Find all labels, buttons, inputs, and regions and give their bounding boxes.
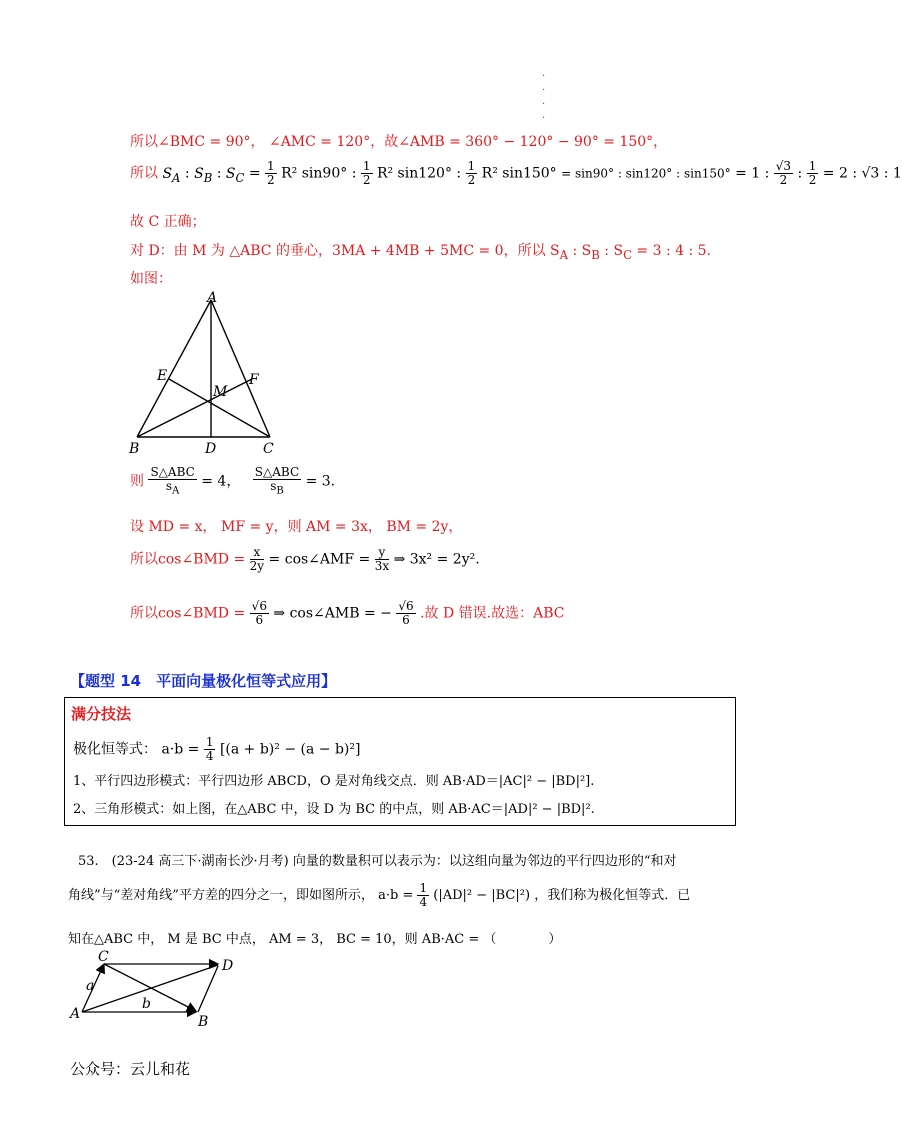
solution-line-2: 所以 $S_A$ : $S_B$ : $S_C$ = $\frac{1}{2}$ R² sin90° : $\frac{1}{2}$ R² sin120° : $\frac{1}{2}$ R² sin150° = sin90° : sin120° : sin150° = 1 : $\frac{√3}{2}$ : $\frac{1}{2}$ = 2 : √3 : 1 [130, 159, 902, 187]
box-title: 满分技法 [71, 705, 132, 723]
pg-label-D: D [222, 958, 234, 974]
item-2: 2、三角形模式：如上图，在△ABC 中，设 D 为 BC 的中点，则 AB·AC＝|AD|² − |BD|². [73, 802, 595, 817]
parallelogram-diagram [68, 948, 248, 1028]
half-frac-2: $\frac{1}{2}$ [362, 159, 371, 187]
cos-line-2: 所以cos∠BMD = $\frac{√6}{6}$ ⇒ cos∠AMB = − $\frac{√6}{6}$ .故 D 错误.故选：ABC [130, 599, 565, 627]
ratio-line: 则 $\frac{\text{S△ABC}}{s_A}$ = 4， $\frac{\text{S△ABC}}{s_B}$ = 3. [130, 465, 336, 497]
half-frac-4: $\frac{1}{2}$ [808, 159, 817, 187]
side-AB [137, 300, 211, 437]
pg-label-A: A [70, 1006, 81, 1022]
pg-label-b: b [142, 996, 151, 1012]
set-line: 设 MD = x， MF = y，则 AM = 3x， BM = 2y， [130, 519, 463, 535]
solution-line-5: 如图： [130, 271, 172, 287]
pg-label-a: a [86, 978, 95, 994]
label-M: M [213, 384, 228, 400]
half-frac-3: $\frac{1}{2}$ [467, 159, 476, 187]
section-heading: 【题型 14 平面向量极化恒等式应用】 [70, 672, 337, 690]
pg-label-B: B [198, 1014, 209, 1030]
solution-line-4: 对 D：由 M 为 △ABC 的垂心，3MA + 4MB + 5MC = 0，所以 $S_A$ : $S_B$ : $S_C = 3$ : 4 : 5. [130, 243, 712, 262]
problem-line-2: 角线”与“差对角线”平方差的四分之一，即如图所示， a·b = $\frac{1}{4}$ (|AD|² − |BC|²) ，我们称为极化恒等式．已 [68, 881, 691, 909]
problem-line-3: 知在△ABC 中， M 是 BC 中点， AM = 3， BC = 10，则 AB·AC = （ ） [68, 932, 562, 947]
item-1: 1、平行四边形模式：平行四边形 ABCD，O 是对角线交点．则 AB·AD＝|AC|² − |BD|²]. [73, 774, 595, 789]
altitude-BF [137, 379, 252, 437]
formula-line: 极化恒等式： a·b = $\frac{1}{4}$ [(a + b)² − (a − b)²] [73, 735, 361, 763]
pg-label-C: C [98, 949, 109, 965]
ratio-frac-1: $\frac{\text{S△ABC}}{s_A}$ [150, 465, 195, 497]
label-F: F [249, 372, 259, 388]
margin-dots: · · · · [542, 71, 546, 124]
label-D: D [205, 441, 217, 457]
triangle-diagram [125, 290, 290, 460]
solution-line-1: 所以∠BMC = 90°， ∠AMC = 120°，故∠AMB = 360° − 120° − 90° = 150°， [130, 134, 668, 150]
half-frac-1: $\frac{1}{2}$ [267, 159, 275, 187]
footer-text: 公众号：云儿和花 [70, 1060, 191, 1078]
label-E: E [157, 368, 168, 384]
ratio-frac-2: $\frac{\text{S△ABC}}{s_B}$ [254, 465, 300, 497]
cos-line-1: 所以cos∠BMD = $\frac{x}{2y}$ = cos∠AMF = $\frac{y}{3x}$ ⇒ 3x² = 2y². [130, 545, 480, 573]
label-B: B [129, 441, 140, 457]
sqrt3-frac: $\frac{√3}{2}$ [775, 159, 792, 187]
line2-prefix: 所以 [130, 165, 158, 182]
solution-line-3: 故 C 正确； [130, 214, 206, 230]
side-AC [211, 300, 270, 437]
label-A: A [207, 290, 218, 306]
edge-BD [198, 966, 218, 1012]
problem-line-1: 53. (23-24 高三下·湖南长沙·月考) 向量的数量积可以表示为：以这组向量为邻边的平行四边形的“和对 [78, 854, 677, 869]
label-C: C [263, 441, 274, 457]
technique-box [64, 697, 736, 826]
